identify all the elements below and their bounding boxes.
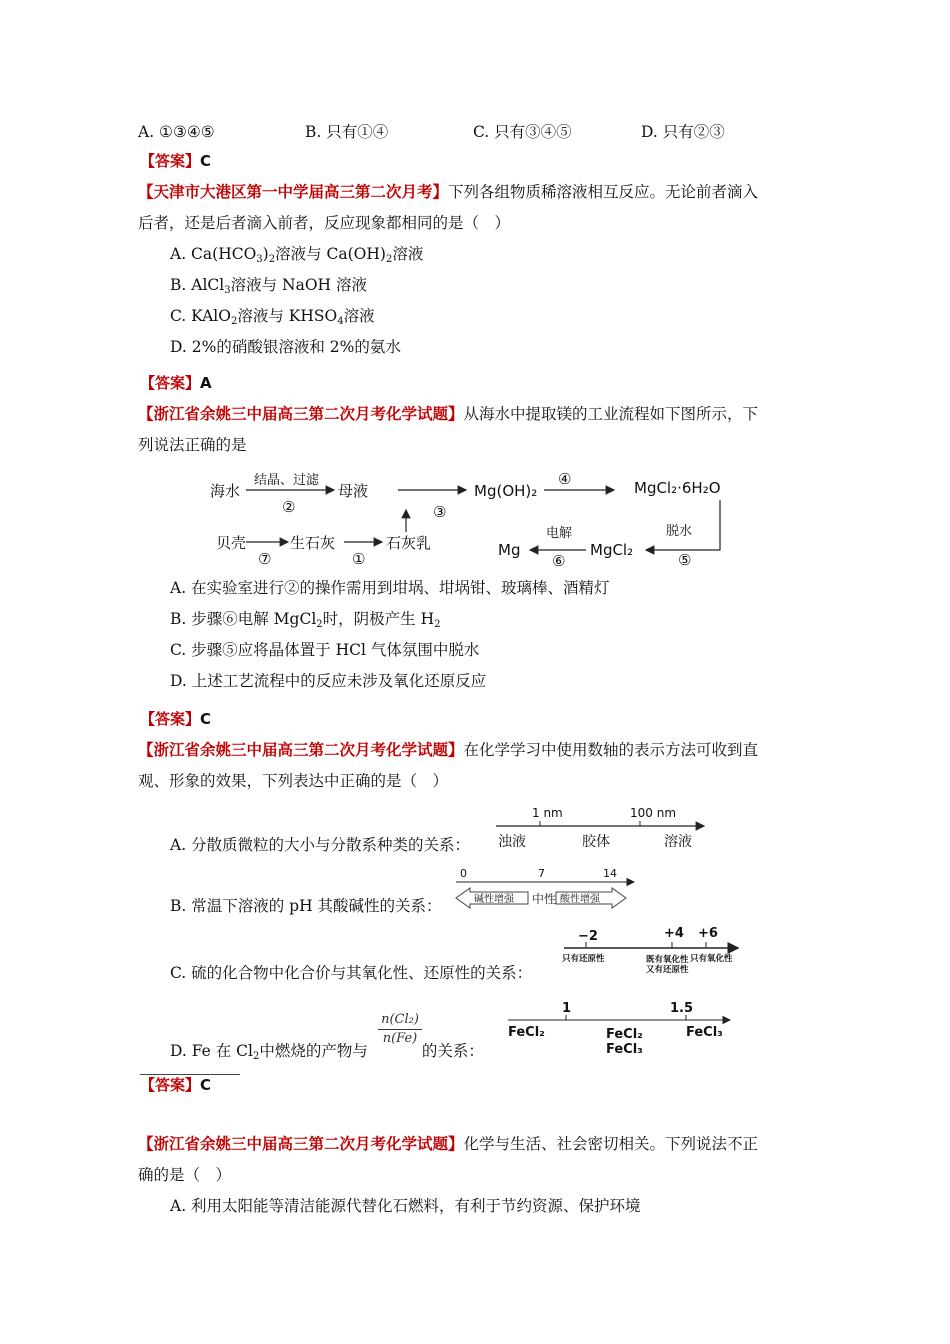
axis-a-tick-1nm: 1 nm — [532, 806, 563, 820]
q1-option-b: B. AlCl$_3$溶液与 NaOH 溶液 — [170, 276, 367, 296]
flow-crystallize: 结晶、过滤 — [254, 473, 320, 488]
q1-option-d: D. 2%的硝酸银溶液和 2%的氨水 — [170, 338, 401, 356]
top-option-b: B. 只有①④ — [305, 123, 389, 141]
axis-d-label-mix-1: FeCl₂ — [606, 1027, 643, 1042]
flow-mother-liquor: 母液 — [338, 482, 369, 500]
answer-3: 【答案】C — [140, 1076, 212, 1094]
axis-b-tick-14: 14 — [603, 867, 617, 880]
axis-c-tick-plus4: +4 — [664, 926, 684, 941]
flow-step6: ⑥ — [552, 552, 566, 570]
q3-source: 浙江省余姚三中届高三第二次月考化学试题 — [153, 740, 449, 759]
q2-option-d: D. 上述工艺流程中的反应未涉及氧化还原反应 — [170, 672, 487, 690]
top-option-d: D. 只有②③ — [641, 123, 725, 141]
q3-option-d: D. Fe 在 $Cl_2$中燃烧的产物与 的关系： — [170, 1042, 484, 1062]
flow-mgcl2-hydrate: MgCl₂·6H₂O — [634, 479, 721, 497]
axis-c-tick-neg2: −2 — [578, 929, 598, 944]
flow-step2: ② — [282, 498, 296, 516]
flow-lime-milk: 石灰乳 — [386, 534, 432, 552]
axis-d-label-mix-2: FeCl₃ — [606, 1042, 643, 1057]
q1-option-a: A. $Ca(HCO_3)_2$溶液与 $Ca(OH)_2$溶液 — [170, 245, 424, 265]
flow-quicklime: 生石灰 — [290, 534, 336, 552]
axis-c-sulfur — [560, 920, 745, 975]
flow-mg: Mg — [498, 541, 521, 559]
q4-source: 浙江省余姚三中届高三第二次月考化学试题 — [153, 1134, 449, 1153]
axis-a-label-suspension: 浊液 — [498, 834, 526, 850]
axis-d-tick-1: 1 — [562, 1001, 572, 1016]
axis-b-label-basic: 碱性增强 — [474, 894, 514, 905]
flow-mgoh2: Mg(OH)₂ — [474, 482, 538, 500]
q1-stem-line2: 后者，还是后者滴入前者，反应现象都相同的是（ ） — [138, 214, 511, 232]
q2-source: 浙江省余姚三中届高三第二次月考化学试题 — [153, 404, 449, 423]
axis-d-tick-1-5: 1.5 — [670, 1001, 694, 1016]
flow-seawater: 海水 — [210, 482, 241, 500]
answer-2: 【答案】C — [140, 710, 212, 728]
axis-d-label-fecl3: FeCl₃ — [686, 1025, 723, 1040]
q2-option-b: B. 步骤⑥电解 MgCl$_2$时，阴极产生 $H_2$ — [170, 610, 441, 630]
q2-stem-line1: 【浙江省余姚三中届高三第二次月考化学试题】从海水中提取镁的工业流程如下图所示，下 — [138, 404, 759, 423]
q2-option-a: A. 在实验室进行②的操作需用到坩埚、坩埚钳、玻璃棒、酒精灯 — [170, 579, 610, 597]
fraction-denominator: n(Fe) — [382, 1031, 418, 1046]
q2-option-c: C. 步骤⑤应将晶体置于 HCl 气体氛围中脱水 — [170, 641, 480, 659]
axis-a-dispersion — [492, 800, 712, 850]
flow-shell: 贝壳 — [216, 534, 247, 552]
q1-stem-line1: 【天津市大港区第一中学届高三第二次月考】下列各组物质稀溶液相互反应。无论前者滴入 — [138, 182, 759, 201]
flow-step3: ③ — [433, 503, 447, 521]
answer-1: 【答案】A — [140, 374, 212, 392]
flow-step5: ⑤ — [678, 551, 692, 569]
q3-option-a: A. 分散质微粒的大小与分散系种类的关系： — [170, 836, 471, 854]
mg-extraction-flow-diagram — [200, 462, 760, 572]
flow-dehydrate: 脱水 — [666, 524, 693, 539]
axis-c-label-both-1: 既有氧化性 — [646, 955, 689, 965]
axis-b-label-neutral: 中性 — [532, 892, 557, 906]
flow-step1: ① — [352, 550, 366, 568]
fraction-numerator: n(Cl₂) — [381, 1012, 419, 1027]
axis-b-ph — [452, 862, 642, 914]
q4-stem-line2: 确的是（ ） — [138, 1166, 232, 1184]
axis-c-label-reducing-only: 只有还原性 — [562, 954, 605, 964]
q1-source: 天津市大港区第一中学届高三第二次月考 — [153, 182, 433, 201]
axis-a-label-colloid: 胶体 — [582, 834, 610, 850]
flow-step7: ⑦ — [258, 550, 272, 568]
ratio-fraction — [376, 1011, 424, 1048]
axis-b-tick-7: 7 — [538, 867, 545, 880]
flow-step4: ④ — [558, 470, 572, 488]
q3-option-b: B. 常温下溶液的 pH 其酸碱性的关系： — [170, 897, 442, 915]
axis-a-label-solution: 溶液 — [664, 834, 692, 850]
q2-stem-line2: 列说法正确的是 — [138, 436, 247, 454]
axis-c-label-oxidizing-only: 只有氧化性 — [690, 954, 733, 964]
axis-c-tick-plus6: +6 — [698, 926, 718, 941]
top-option-a: A. ①③④⑤ — [138, 123, 215, 141]
flow-mgcl2: MgCl₂ — [590, 541, 634, 559]
q4-stem-line1: 【浙江省余姚三中届高三第二次月考化学试题】化学与生活、社会密切相关。下列说法不正 — [138, 1134, 759, 1153]
flow-electrolysis: 电解 — [546, 526, 573, 541]
q3-option-c: C. 硫的化合物中化合价与其氧化性、还原性的关系： — [170, 964, 533, 982]
q4-option-a: A. 利用太阳能等清洁能源代替化石燃料，有利于节约资源、保护环境 — [170, 1197, 641, 1215]
axis-a-tick-100nm: 100 nm — [630, 806, 677, 820]
answer-0: 【答案】C — [140, 152, 212, 170]
axis-d-label-fecl2: FeCl₂ — [508, 1025, 545, 1040]
axis-b-tick-0: 0 — [460, 867, 467, 880]
axis-c-label-both-2: 又有还原性 — [646, 965, 689, 975]
axis-b-label-acidic: 酸性增强 — [560, 894, 600, 905]
q3-stem-line2: 观、形象的效果，下列表达中正确的是（ ） — [138, 772, 449, 790]
q1-option-c: C. KAlO$_2$溶液与 $KHSO_4$溶液 — [170, 307, 375, 327]
axis-d-fe-cl2 — [504, 996, 736, 1058]
top-option-c: C. 只有③④⑤ — [473, 123, 572, 141]
q3-stem-line1: 【浙江省余姚三中届高三第二次月考化学试题】在化学学习中使用数轴的表示方法可收到直 — [138, 740, 759, 759]
